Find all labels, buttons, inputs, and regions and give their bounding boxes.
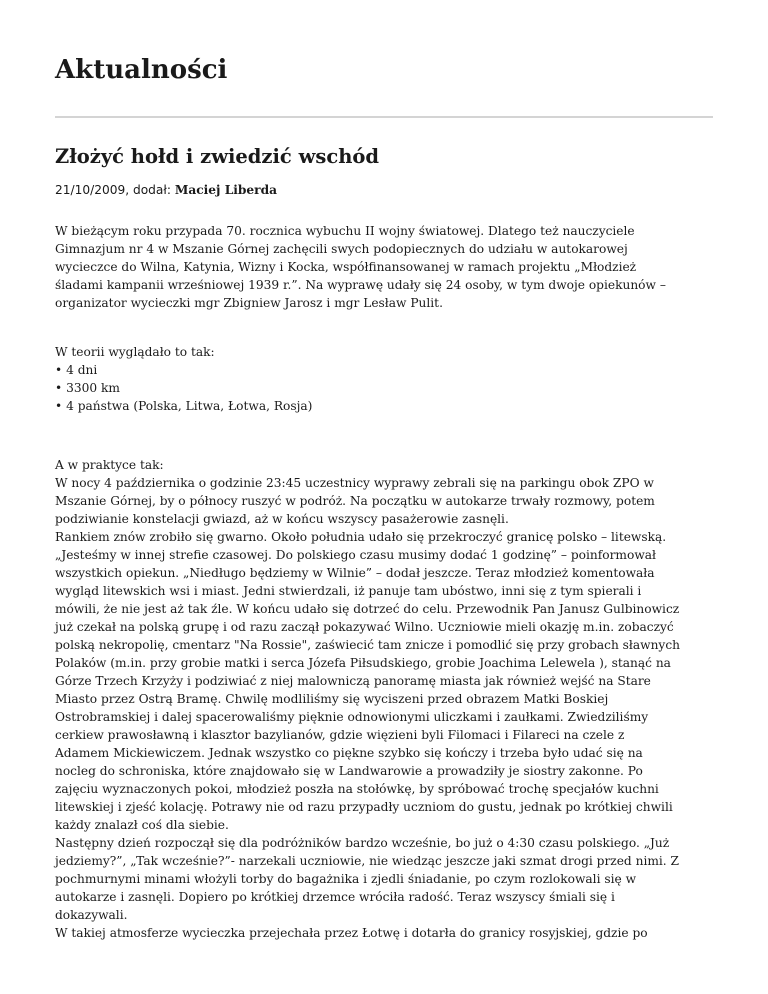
text-line: jedziemy?”, „Tak wcześnie?”- narzekali uczniowie, nie wiedząc jeszcze jaki szmat drogi przed nimi. Z — [55, 854, 680, 868]
text-line: Następny dzień rozpoczął się dla podróżników bardzo wcześnie, bo już o 4:30 czasu polskiego. „Już — [55, 836, 670, 850]
site-title: Aktualności — [55, 55, 228, 85]
text-line: Ostrobramskiej i dalej spacerowaliśmy pięknie odnowionymi uliczkami i zaułkami. Zwiedziliśmy — [55, 710, 649, 724]
text-line: śladami kampanii wrześniowej 1939 r.”. Na wyprawę udały się 24 osoby, w tym dwoje opiekunów – — [55, 278, 666, 292]
article-date: 21/10/2009, dodał: — [55, 183, 171, 197]
text-line: Gimnazjum nr 4 w Mszanie Górnej zachęcili swych podopiecznych do udziału w autokarowej — [55, 242, 628, 256]
list-item: • 3300 km — [55, 381, 120, 395]
text-line: wygląd litewskich wsi i miast. Jedni stwierdzali, iż panuje tam ubóstwo, inni się z tym spierali i — [55, 584, 642, 598]
text-line: dokazywali. — [55, 908, 128, 922]
text-line: W nocy 4 października o godzinie 23:45 uczestnicy wyprawy zebrali się na parkingu obok ZPO w — [55, 476, 654, 490]
text-line: Rankiem znów zrobiło się gwarno. Około południa udało się przekroczyć granicę polsko – litewską. — [55, 530, 667, 544]
text-line: W takiej atmosferze wycieczka przejechała przez Łotwę i dotarła do granicy rosyjskiej, gdzie po — [55, 926, 648, 940]
text-line: pochmurnymi minami włożyli torby do bagażnika i zjedli śniadanie, po czym rozlokowali się w — [55, 872, 637, 886]
text-line: „Jesteśmy w innej strefie czasowej. Do polskiego czasu musimy dodać 1 godzinę” – poinformował — [55, 548, 656, 562]
text-line: każdy znalazł coś dla siebie. — [55, 818, 229, 832]
text-line: cerkiew prawosławną i klasztor bazylianów, gdzie więzieni byli Filomaci i Filareci na czele z — [55, 728, 625, 742]
practice-heading: A w praktyce tak: — [55, 458, 164, 472]
text-line: wszystkich opiekun. „Niedługo będziemy w Wilnie” – dodał jeszcze. Teraz młodzież komentowała — [55, 566, 655, 580]
text-line: podziwianie konstelacji gwiazd, aż w końcu wszyscy pasażerowie zasnęli. — [55, 512, 509, 526]
article-theory-list — [55, 343, 727, 415]
text-line: organizator wycieczki mgr Zbigniew Jarosz i mgr Lesław Pulit. — [55, 296, 443, 310]
article-practice-section — [55, 456, 727, 942]
text-line: litewskiej i zjeść kolację. Potrawy nie od razu przypadły uczniom do gustu, jednak po krótkiej chwili — [55, 800, 673, 814]
article-author[interactable]: Maciej Liberda — [174, 183, 278, 197]
text-line: zajęciu wyznaczonych pokoi, młodzież poszła na stołówkę, by spróbować trochę specjałów kuchni — [55, 782, 659, 796]
text-line: Mszanie Górnej, by o północy ruszyć w podróż. Na początku w autokarze trwały rozmowy, potem — [55, 494, 655, 508]
list-item: • 4 państwa (Polska, Litwa, Łotwa, Rosja) — [55, 399, 313, 413]
theory-heading: W teorii wyglądało to tak: — [55, 345, 215, 359]
text-line: Miasto przez Ostrą Bramę. Chwilę modliliśmy się wyciszeni przed obrazem Matki Boskiej — [55, 692, 609, 706]
text-line: mówili, że nie jest aż tak źle. W końcu udało się dotrzeć do celu. Przewodnik Pan Janusz Gulbinowicz — [55, 602, 680, 616]
text-line: nocleg do schroniska, które znajdowało się w Landwarowie a prowadziły je siostry zakonne. Po — [55, 764, 643, 778]
article-title: Złożyć hołd i zwiedzić wschód — [55, 145, 380, 168]
article-meta — [55, 181, 277, 199]
title-divider — [55, 116, 713, 118]
text-line: wycieczce do Wilna, Katynia, Wizny i Kocka, współfinansowanej w ramach projektu „Młodzież — [55, 260, 637, 274]
text-line: już czekał na polską grupę i od razu zaczął pokazywać Wilno. Uczniowie mieli okazję m.in. zobaczyć — [55, 620, 674, 634]
text-line: W bieżącym roku przypada 70. rocznica wybuchu II wojny światowej. Dlatego też nauczyciele — [55, 224, 635, 238]
text-line: autokarze i zasnęli. Dopiero po krótkiej drzemce wróciła radość. Teraz wszyscy śmiali się i — [55, 890, 615, 904]
text-line: Górze Trzech Krzyży i podziwiać z niej malowniczą panoramę miasta jak również wejść na Stare — [55, 674, 651, 688]
text-line: polską nekropolię, cmentarz "Na Rossie", zaświecić tam znicze i pomodlić się przy grobach sławnych — [55, 638, 680, 652]
text-line: Polaków (m.in. przy grobie matki i serca Józefa Piłsudskiego, grobie Joachima Lelewela ), stanąć na — [55, 656, 671, 670]
article-intro-paragraph — [55, 222, 727, 312]
text-line: Adamem Mickiewiczem. Jednak wszystko co piękne szybko się kończy i trzeba było udać się na — [55, 746, 643, 760]
list-item: • 4 dni — [55, 363, 98, 377]
